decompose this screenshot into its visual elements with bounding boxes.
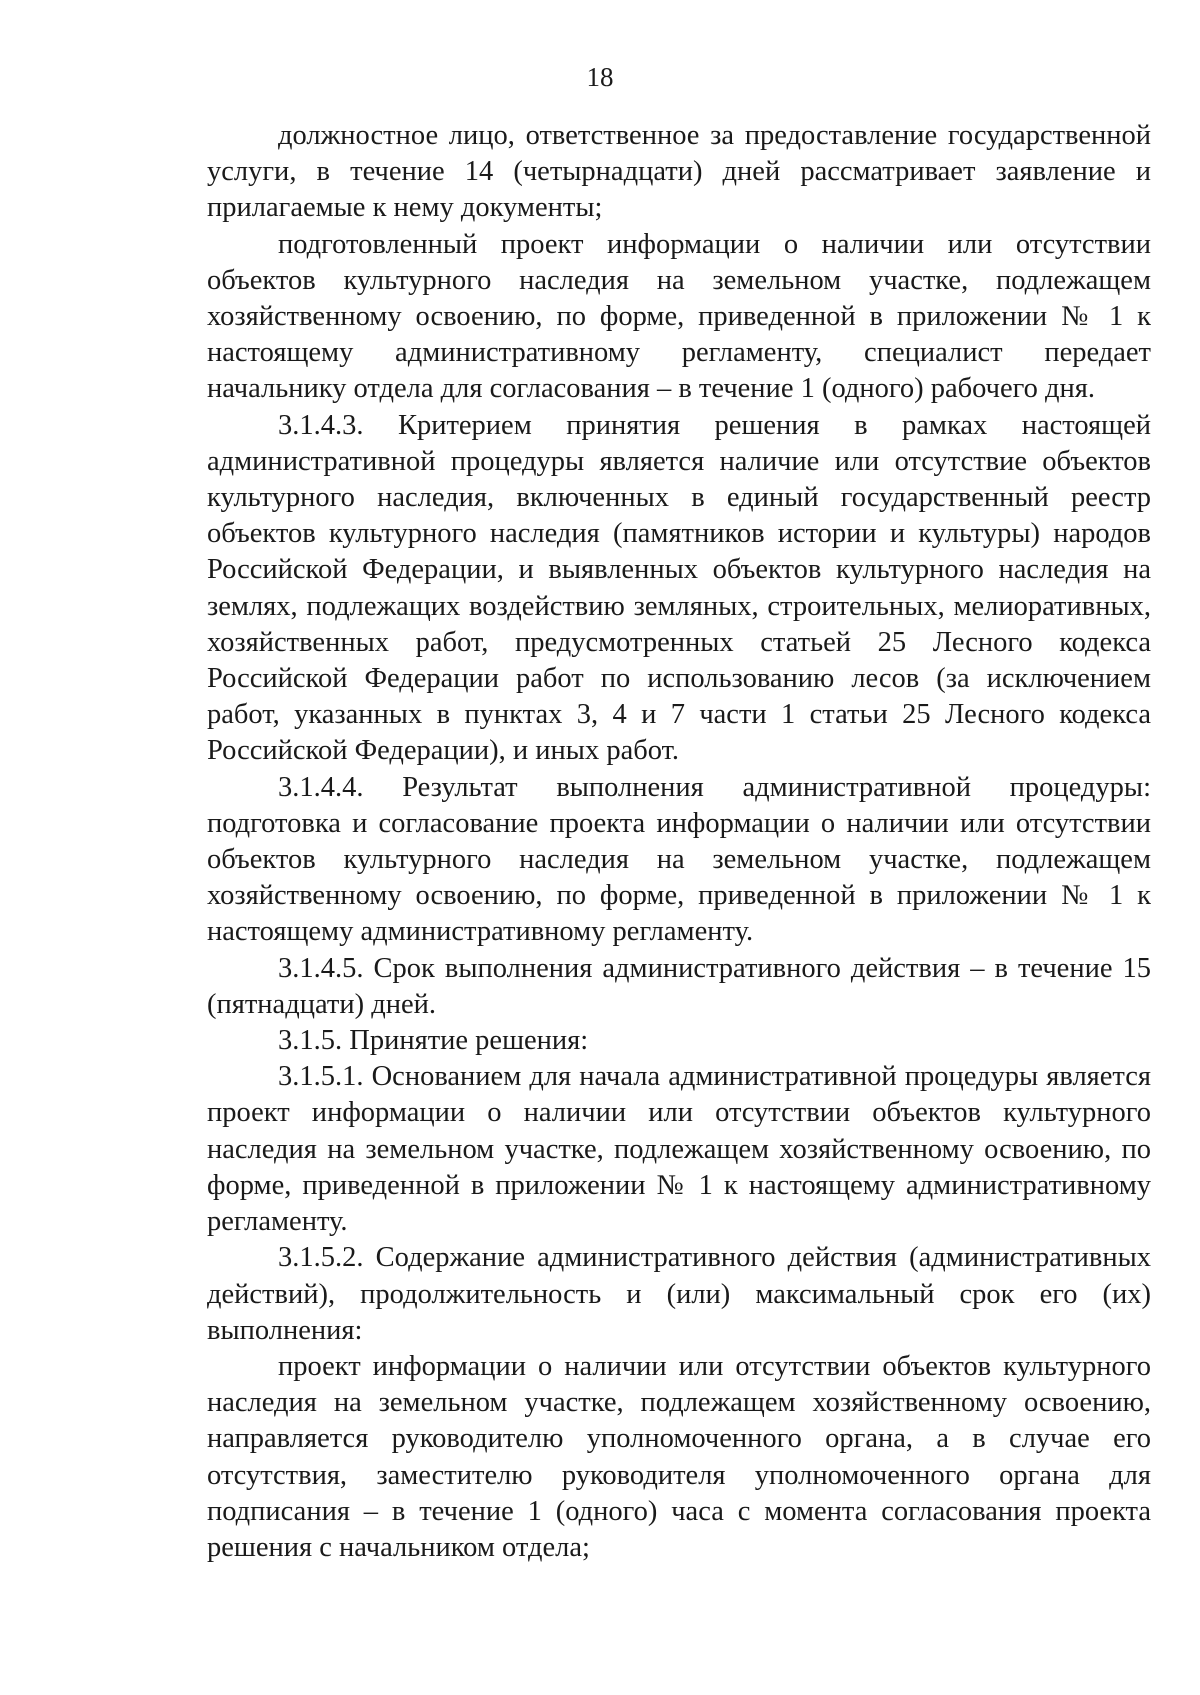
paragraph-3-1-5-1: 3.1.5.1. Основанием для начала административной процедуры является проект информации о наличии или отсутствии объектов культурного наследия на земельном участке, подлежащем хозяйственному освоению, по форме, приведенной в приложении № 1 к настоящему административному регламенту. (207, 1061, 1151, 1238)
page-number: 18 (586, 62, 614, 92)
paragraph-3-1-5-2: 3.1.5.2. Содержание административного действия (административных действий), продолжительность и (или) максимальный срок его (их) выполнения: (207, 1242, 1151, 1346)
paragraph-prepared-draft: подготовленный проект информации о наличии или отсутствии объектов культурного наследия на земельном участке, подлежащем хозяйственному освоению, по форме, приведенной в приложении № 1 к настоящему административному регламенту, специалист передает начальнику отдела для согласования – в течение 1 (одного) рабочего дня. (207, 228, 1151, 405)
paragraph-3-1-4-3: 3.1.4.3. Критерием принятия решения в рамках настоящей административной процедуры является наличие или отсутствие объектов культурного наследия, включенных в единый государственный реестр объектов культурного наследия (памятников истории и культуры) народов Российской Федерации, и выявленных объектов культурного наследия на землях, подлежащих воздействию земляных, строительных, мелиоративных, хозяйственных работ, предусмотренных статьей 25 Лесного кодекса Российской Федерации работ по использованию лесов (за исключением работ, указанных в пунктах 3, 4 и 7 части 1 статьи 25 Лесного кодекса Российской Федерации), и иных работ. (207, 409, 1151, 767)
paragraph-draft-sent-to-head: проект информации о наличии или отсутствии объектов культурного наследия на земельном участке, подлежащем хозяйственному освоению, направляется руководителю уполномоченного органа, а в случае его отсутствия, заместителю руководителя уполномоченного органа для подписания – в течение 1 (одного) часа с момента согласования проекта решения с начальником отдела; (207, 1350, 1151, 1563)
paragraph-responsible-official: должностное лицо, ответственное за предоставление государственной услуги, в течение 14 (четырнадцати) дней рассматривает заявление и прилагаемые к нему документы; (207, 120, 1151, 224)
paragraph-3-1-5: 3.1.5. Принятие решения: (278, 1025, 589, 1057)
document-body (207, 118, 1151, 1566)
paragraph-3-1-4-4: 3.1.4.4. Результат выполнения административной процедуры: подготовка и согласование проекта информации о наличии или отсутствии объектов культурного наследия на земельном участке, подлежащем хозяйственному освоению, по форме, приведенной в приложении № 1 к настоящему административному регламенту. (207, 771, 1151, 948)
paragraph-3-1-4-5: 3.1.4.5. Срок выполнения административного действия – в течение 15 (пятнадцати) дней. (207, 952, 1151, 1020)
